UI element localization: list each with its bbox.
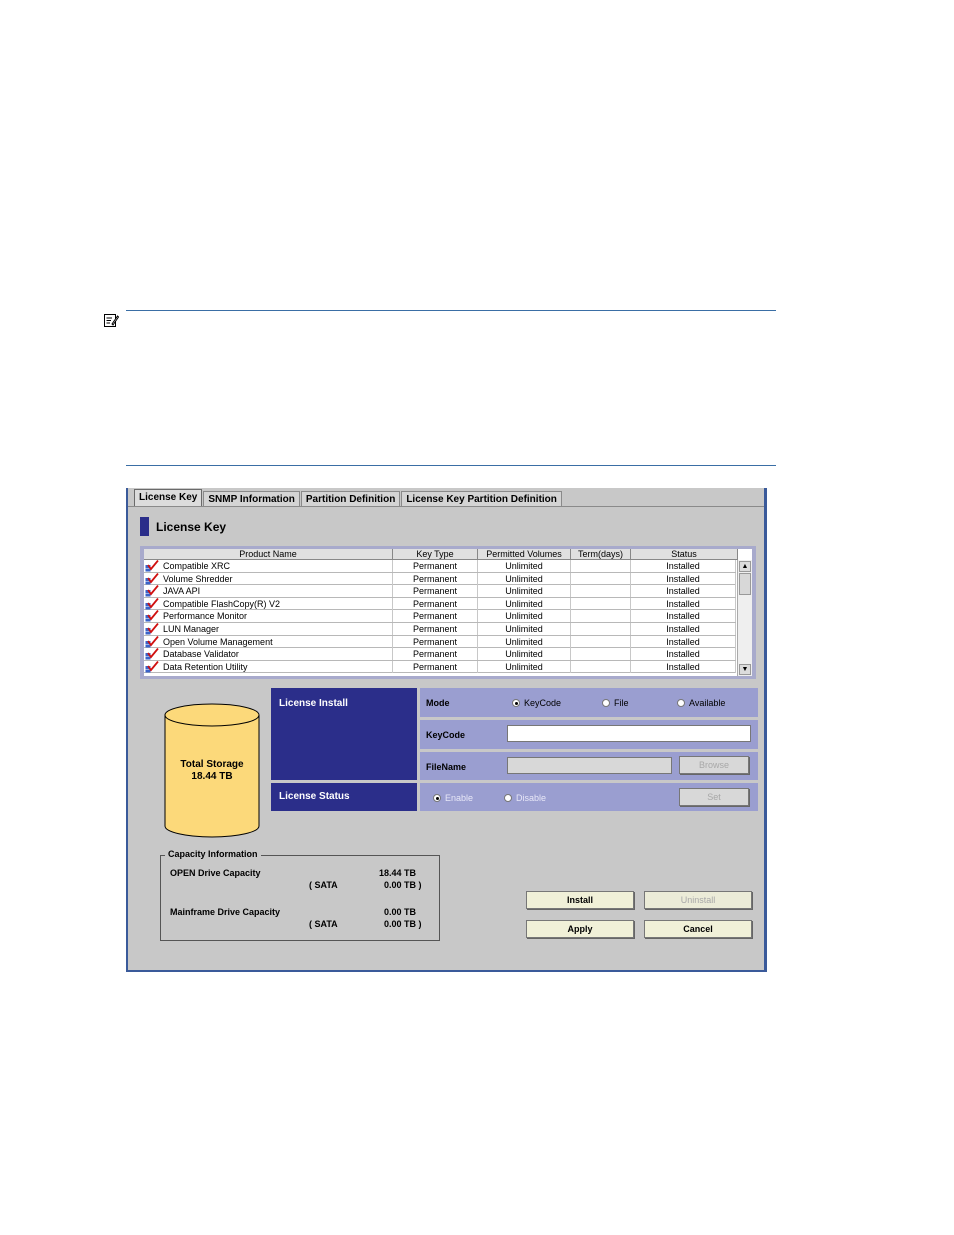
installed-check-icon [145,661,159,673]
installed-check-icon [145,585,159,597]
cell-name [144,585,393,597]
cancel-button[interactable]: Cancel [644,920,752,938]
capacity-information-title: Capacity Information [165,849,261,859]
mainframe-drive-capacity-label: Mainframe Drive Capacity [170,907,281,917]
status-disable-label: Disable [516,793,547,803]
cell-name [144,560,393,572]
mode-keycode-label: KeyCode [524,698,562,708]
cell-key-type: Permanent [393,610,478,622]
cell-key-type: Permanent [393,623,478,635]
cell-term [571,585,631,597]
keycode-row [420,720,758,749]
cell-status: Installed [631,585,736,597]
cell-status: Installed [631,598,736,610]
cell-key-type: Permanent [393,661,478,673]
cell-status: Installed [631,623,736,635]
note-top-rule [126,310,776,311]
cell-status: Installed [631,661,736,673]
tab-bar [134,491,563,507]
table-row[interactable] [144,585,736,598]
mode-available-radio[interactable] [677,698,725,708]
cell-key-type: Permanent [393,636,478,648]
note-bottom-rule [126,465,776,466]
capacity-information-group [160,849,440,941]
header-key-type[interactable]: Key Type [393,549,478,560]
license-table-frame [140,546,756,679]
open-drive-capacity-value: 18.44 TB [379,868,417,878]
status-row [420,783,758,811]
table-row[interactable] [144,661,736,674]
radio-selected-icon [433,794,441,802]
mode-label: Mode [426,698,450,708]
tab-partition-definition[interactable]: Partition Definition [301,491,400,507]
mainframe-drive-capacity-value: 0.00 TB [384,907,417,917]
status-disable-radio[interactable] [504,793,546,803]
status-enable-radio[interactable] [433,793,473,803]
cell-volumes: Unlimited [478,585,571,597]
cell-status: Installed [631,648,736,660]
header-permitted-volumes[interactable]: Permitted Volumes [478,549,571,560]
radio-icon [677,699,685,707]
cell-key-type: Permanent [393,585,478,597]
filename-row [420,752,758,780]
mode-available-label: Available [689,698,726,708]
cell-term [571,623,631,635]
cell-term [571,573,631,585]
installed-check-icon [145,610,159,622]
table-row[interactable] [144,598,736,611]
cell-volumes: Unlimited [478,560,571,572]
cell-status: Installed [631,636,736,648]
cell-term [571,560,631,572]
scroll-up-arrow-icon[interactable]: ▲ [739,561,751,572]
cell-name [144,648,393,660]
tab-license-key[interactable]: License Key [134,489,202,507]
set-button[interactable]: Set [679,788,749,806]
total-storage-value: 18.44 TB [191,771,233,782]
license-install-title: License Install [279,698,348,709]
mainframe-sata-label: ( SATA [309,919,338,929]
open-drive-capacity-label: OPEN Drive Capacity [170,868,261,878]
apply-button[interactable]: Apply [526,920,634,938]
installed-check-icon [145,648,159,660]
product-name-text: Data Retention Utility [163,661,248,672]
license-table [144,549,752,676]
radio-icon [504,794,512,802]
table-row[interactable] [144,560,736,573]
cell-name [144,598,393,610]
cell-volumes: Unlimited [478,610,571,622]
cell-volumes: Unlimited [478,648,571,660]
cell-key-type: Permanent [393,598,478,610]
status-enable-label: Enable [445,793,474,803]
cell-term [571,648,631,660]
cell-name [144,623,393,635]
cell-name [144,636,393,648]
scroll-thumb[interactable] [739,573,751,595]
mainframe-sata-value: 0.00 TB ) [384,919,422,929]
product-name-text: Open Volume Management [163,636,273,647]
table-row[interactable] [144,648,736,661]
cell-name [144,610,393,622]
section-marker [140,517,149,536]
product-name-text: Compatible FlashCopy(R) V2 [163,598,281,609]
product-name-text: Volume Shredder [163,573,233,584]
license-key-window [126,488,767,972]
radio-selected-icon [512,699,520,707]
table-row[interactable] [144,623,736,636]
keycode-input[interactable] [507,725,751,742]
open-sata-value: 0.00 TB ) [384,880,422,890]
cell-volumes: Unlimited [478,573,571,585]
cell-status: Installed [631,560,736,572]
installed-check-icon [145,573,159,585]
cell-status: Installed [631,610,736,622]
cell-term [571,661,631,673]
open-sata-label: ( SATA [309,880,338,890]
license-install-panel [271,688,417,780]
license-status-title: License Status [279,791,350,802]
total-storage-title: Total Storage [180,759,244,770]
cell-key-type: Permanent [393,560,478,572]
cell-volumes: Unlimited [478,636,571,648]
uninstall-button[interactable]: Uninstall [644,891,752,909]
installed-check-icon [145,636,159,648]
radio-icon [602,699,610,707]
cell-status: Installed [631,573,736,585]
cell-key-type: Permanent [393,648,478,660]
filename-label: FileName [426,762,467,772]
cell-volumes: Unlimited [478,661,571,673]
header-status[interactable]: Status [631,549,738,560]
browse-button[interactable]: Browse [679,756,749,774]
section-title: License Key [156,520,227,534]
tab-snmp-information[interactable]: SNMP Information [203,491,299,507]
table-row[interactable] [144,636,736,649]
installed-check-icon [145,623,159,635]
table-row[interactable] [144,610,736,623]
cell-term [571,598,631,610]
cell-name [144,661,393,673]
header-product-name[interactable]: Product Name [144,549,393,560]
cell-volumes: Unlimited [478,598,571,610]
install-button[interactable]: Install [526,891,634,909]
cell-term [571,636,631,648]
mode-file-label: File [614,698,629,708]
mode-keycode-radio[interactable] [512,698,561,708]
mode-row [420,688,758,717]
filename-input[interactable] [507,757,672,774]
tab-license-key-partition-definition[interactable]: License Key Partition Definition [401,491,562,507]
cell-name [144,573,393,585]
product-name-text: Compatible XRC [163,561,231,571]
license-status-panel [271,783,417,811]
tab-divider [128,506,764,507]
keycode-label: KeyCode [426,730,466,740]
product-name-text: Database Validator [163,649,239,660]
cell-term [571,610,631,622]
product-name-text: JAVA API [163,586,201,597]
cell-key-type: Permanent [393,573,478,585]
cell-volumes: Unlimited [478,623,571,635]
installed-check-icon [145,560,159,572]
installed-check-icon [145,598,159,610]
table-row[interactable] [144,573,736,586]
product-name-text: Performance Monitor [163,611,248,622]
scroll-down-arrow-icon[interactable]: ▼ [739,664,751,675]
total-storage-label [164,759,260,783]
mode-file-radio[interactable] [602,698,629,708]
table-scrollbar[interactable] [737,560,752,676]
note-icon [103,312,119,328]
product-name-text: LUN Manager [163,624,220,634]
header-term-days[interactable]: Term(days) [571,549,631,560]
